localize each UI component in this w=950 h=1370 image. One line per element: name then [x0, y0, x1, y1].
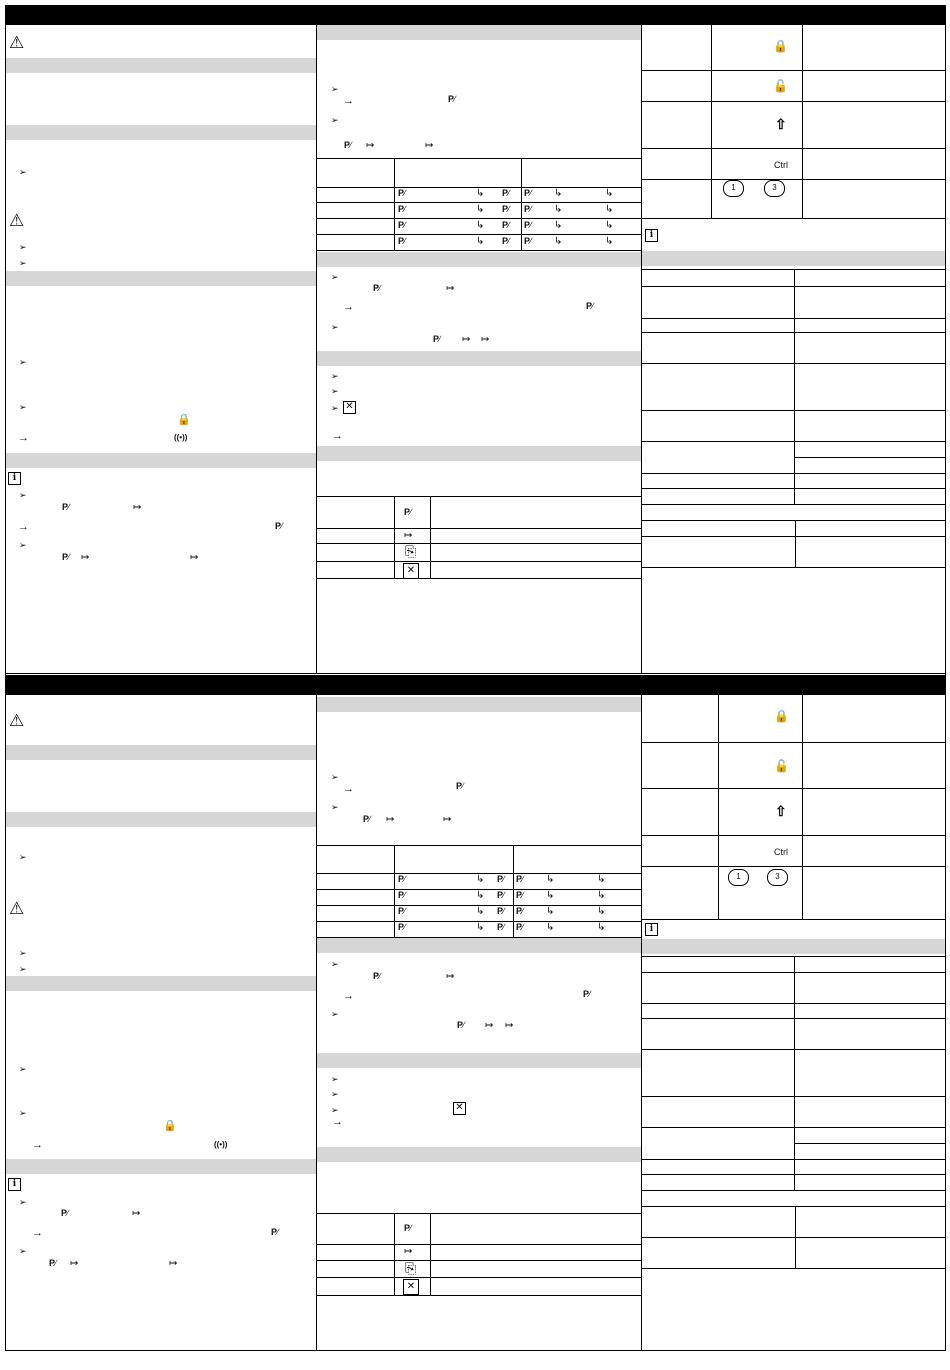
col-divider-2: [641, 25, 642, 673]
p-key-icon: P∕: [62, 552, 70, 562]
section-header: [317, 938, 641, 953]
p-key-icon: P∕: [524, 220, 532, 230]
enter-icon: ↦: [366, 140, 375, 151]
table-col-rule: [802, 25, 803, 218]
bullet-icon: ➢: [331, 1105, 339, 1115]
table-rule: [642, 504, 945, 505]
table-col-rule: [521, 158, 522, 250]
section-header: [317, 252, 641, 267]
delete-icon: ✕: [403, 1279, 419, 1295]
table-rule: [642, 835, 945, 836]
arrow-icon: →: [343, 783, 354, 795]
return-icon: ↳: [546, 906, 555, 917]
return-icon: ↳: [476, 890, 485, 901]
page-border-right: [945, 5, 946, 1350]
p-key-icon: P∕: [457, 1020, 465, 1030]
table-rule: [795, 457, 945, 458]
table-col-rule: [795, 1206, 796, 1268]
return-icon: ↳: [605, 188, 614, 199]
section-header: [317, 351, 641, 366]
p-key-icon: P∕: [373, 283, 381, 293]
table-rule: [317, 234, 641, 235]
enter-icon: ↦: [133, 502, 142, 513]
arrow-icon: →: [343, 95, 354, 107]
enter-icon: ↦: [446, 283, 455, 294]
table-rule: [317, 496, 641, 497]
table-col-rule: [430, 1213, 431, 1295]
p-key-icon: P∕: [516, 874, 524, 884]
table-rule: [642, 1268, 945, 1269]
return-icon: ↳: [476, 236, 485, 247]
enter-icon: ↦: [132, 1208, 141, 1219]
bullet-icon: ➢: [331, 115, 339, 125]
bottom-header-bar: [5, 675, 945, 695]
p-key-icon: P∕: [398, 906, 406, 916]
warning-icon: ⚠: [9, 711, 25, 730]
enter-icon: ↦: [404, 530, 413, 541]
lock-icon: 🔒: [163, 1120, 177, 1132]
arrow-icon: →: [32, 1227, 43, 1239]
p-key-icon: P∕: [398, 874, 406, 884]
bullet-icon: ➢: [331, 371, 339, 381]
table-rule: [317, 543, 641, 544]
return-icon: ↳: [476, 874, 485, 885]
table-rule: [642, 70, 945, 71]
enter-icon: ↦: [462, 334, 471, 345]
table-rule: [317, 845, 641, 846]
arrow-icon: →: [343, 301, 354, 313]
unlock-icon: 🔓: [773, 79, 788, 93]
bullet-icon: ➢: [19, 357, 27, 367]
col-divider-1: [316, 695, 317, 1350]
table-rule: [317, 1260, 641, 1261]
p-key-icon: P∕: [502, 188, 510, 198]
bullet-icon: ➢: [331, 386, 339, 396]
table-rule: [317, 561, 641, 562]
table-col-rule: [794, 269, 795, 504]
table-col-rule: [794, 956, 795, 1190]
p-key-icon: P∕: [516, 906, 524, 916]
bullet-icon: ➢: [331, 1089, 339, 1099]
bullet-icon: ➢: [19, 1197, 27, 1207]
section-header: [642, 251, 945, 266]
table-rule: [642, 919, 945, 920]
table-rule: [642, 742, 945, 743]
enter-icon: ↦: [190, 552, 199, 563]
enter-icon: ↦: [70, 1258, 79, 1269]
p-key-icon: P∕: [524, 236, 532, 246]
top-header-bar: [5, 5, 945, 25]
section-header: [6, 976, 316, 991]
p-key-icon: P∕: [524, 188, 532, 198]
p-key-icon: P∕: [497, 922, 505, 932]
bullet-icon: ➢: [19, 167, 27, 177]
table-col-rule: [718, 695, 719, 919]
table-rule: [317, 202, 641, 203]
bullet-icon: ➢: [331, 322, 339, 332]
enter-icon: ↦: [425, 140, 434, 151]
page-border-bottom: [5, 1350, 946, 1351]
delete-icon: ✕: [343, 401, 356, 414]
section-header: [6, 271, 316, 286]
return-icon: ↳: [554, 204, 563, 215]
info-icon: i: [8, 472, 21, 485]
section-header: [317, 1147, 641, 1162]
p-key-icon: P∕: [502, 204, 510, 214]
bullet-icon: ➢: [19, 540, 27, 550]
table-rule: [317, 578, 641, 579]
return-icon: ↳: [476, 204, 485, 215]
enter-icon: ↦: [169, 1258, 178, 1269]
ctrl-key: Ctrl: [774, 847, 788, 857]
bullet-icon: ➢: [19, 1108, 27, 1118]
table-rule: [642, 788, 945, 789]
p-key-icon: P∕: [516, 890, 524, 900]
table-rule: [317, 1213, 641, 1214]
p-key-icon: P∕: [502, 236, 510, 246]
return-icon: ↳: [605, 220, 614, 231]
table-rule: [642, 536, 945, 537]
clipboard-icon: ⎘: [405, 1260, 417, 1276]
table-rule: [642, 148, 945, 149]
lock-icon: 🔒: [177, 414, 191, 426]
table-rule: [642, 1206, 945, 1207]
table-col-rule: [802, 695, 803, 919]
p-key-icon: P∕: [516, 922, 524, 932]
return-icon: ↳: [476, 220, 485, 231]
ctrl-key: Ctrl: [774, 160, 788, 170]
p-key-icon: P∕: [398, 236, 406, 246]
arrow-icon: →: [343, 990, 354, 1002]
p-key-icon: P∕: [398, 188, 406, 198]
delete-icon: ✕: [403, 563, 419, 579]
enter-icon: ↦: [386, 814, 395, 825]
bullet-icon: ➢: [19, 852, 27, 862]
return-icon: ↳: [597, 922, 606, 933]
return-icon: ↳: [554, 236, 563, 247]
table-rule: [317, 1277, 641, 1278]
p-key-icon: P∕: [363, 814, 371, 824]
p-key-icon: P∕: [497, 906, 505, 916]
return-icon: ↳: [605, 204, 614, 215]
return-icon: ↳: [605, 236, 614, 247]
table-rule: [642, 520, 945, 521]
table-rule: [642, 1190, 945, 1191]
table-rule: [642, 179, 945, 180]
enter-icon: ↦: [446, 971, 455, 982]
table-rule: [642, 218, 945, 219]
p-key-icon: P∕: [586, 301, 594, 311]
channel-1-icon: 1: [723, 180, 744, 197]
col-divider-1: [316, 25, 317, 673]
enter-icon: ↦: [404, 1246, 413, 1257]
table-rule: [317, 218, 641, 219]
info-icon: i: [645, 923, 658, 936]
section-header: [6, 812, 316, 827]
bullet-icon: ➢: [19, 258, 27, 268]
shift-icon: ⇧: [775, 116, 787, 132]
p-key-icon: P∕: [62, 502, 70, 512]
return-icon: ↳: [597, 874, 606, 885]
p-key-icon: P∕: [404, 507, 412, 517]
section-header: [6, 453, 316, 468]
table-rule: [317, 250, 641, 251]
signal-icon: ((•)): [174, 433, 188, 442]
arrow-icon: →: [332, 430, 343, 442]
bullet-icon: ➢: [19, 948, 27, 958]
p-key-icon: P∕: [373, 971, 381, 981]
lock-icon: 🔒: [774, 709, 789, 723]
p-key-icon: P∕: [524, 204, 532, 214]
bullet-icon: ➢: [331, 1074, 339, 1084]
section-header: [317, 697, 641, 712]
table-col-rule: [513, 845, 514, 937]
bullet-icon: ➢: [19, 1064, 27, 1074]
p-key-icon: P∕: [502, 220, 510, 230]
enter-icon: ↦: [505, 1020, 514, 1031]
bullet-icon: ➢: [331, 403, 339, 413]
return-icon: ↳: [476, 906, 485, 917]
section-header: [6, 125, 316, 140]
table-col-rule: [394, 496, 395, 578]
return-icon: ↳: [476, 922, 485, 933]
bullet-icon: ➢: [19, 964, 27, 974]
enter-icon: ↦: [443, 814, 452, 825]
p-key-icon: P∕: [404, 1223, 412, 1233]
warning-icon: ⚠: [9, 211, 25, 230]
table-rule: [317, 1295, 641, 1296]
p-key-icon: P∕: [271, 1227, 279, 1237]
col-divider-2: [641, 695, 642, 1350]
section-header: [6, 58, 316, 73]
table-col-rule: [430, 496, 431, 578]
table-rule: [642, 866, 945, 867]
return-icon: ↳: [597, 906, 606, 917]
table-col-rule: [711, 25, 712, 218]
bullet-icon: ➢: [19, 1246, 27, 1256]
warning-icon: ⚠: [9, 33, 25, 52]
channel-3-icon: 3: [767, 869, 788, 886]
return-icon: ↳: [476, 188, 485, 199]
p-key-icon: P∕: [398, 220, 406, 230]
arrow-icon: →: [332, 1116, 343, 1128]
table-col-rule: [394, 845, 395, 937]
info-icon: i: [645, 229, 658, 242]
lock-icon: 🔒: [773, 39, 788, 53]
shift-icon: ⇧: [775, 803, 787, 819]
p-key-icon: P∕: [448, 94, 456, 104]
channel-3-icon: 3: [764, 180, 785, 197]
table-col-rule: [795, 520, 796, 567]
section-header: [317, 446, 641, 461]
bullet-icon: ➢: [331, 959, 339, 969]
info-icon: i: [8, 1178, 21, 1191]
arrow-icon: →: [18, 432, 29, 444]
table-rule: [642, 567, 945, 568]
table-rule: [795, 1143, 945, 1144]
delete-icon: ✕: [453, 1102, 466, 1115]
bullet-icon: ➢: [331, 772, 339, 782]
table-col-rule: [394, 158, 395, 250]
clipboard-icon: ⎘: [405, 543, 417, 559]
table-col-rule: [394, 1213, 395, 1295]
enter-icon: ↦: [485, 1020, 494, 1031]
p-key-icon: P∕: [433, 334, 441, 344]
bullet-icon: ➢: [331, 1009, 339, 1019]
p-key-icon: P∕: [398, 204, 406, 214]
p-key-icon: P∕: [398, 922, 406, 932]
bullet-icon: ➢: [331, 84, 339, 94]
table-rule: [317, 1244, 641, 1245]
section-header: [317, 25, 641, 40]
return-icon: ↳: [597, 890, 606, 901]
p-key-icon: P∕: [344, 140, 352, 150]
arrow-icon: →: [32, 1139, 43, 1151]
channel-1-icon: 1: [728, 869, 749, 886]
half-divider: [5, 673, 946, 674]
table-rule: [317, 158, 641, 159]
return-icon: ↳: [546, 874, 555, 885]
signal-icon: ((•)): [214, 1140, 228, 1149]
section-header: [6, 1159, 316, 1174]
table-rule: [642, 101, 945, 102]
section-header: [642, 939, 945, 954]
p-key-icon: P∕: [398, 890, 406, 900]
enter-icon: ↦: [481, 334, 490, 345]
bullet-icon: ➢: [331, 272, 339, 282]
unlock-icon: 🔓: [774, 759, 789, 773]
section-header: [6, 745, 316, 760]
p-key-icon: P∕: [49, 1258, 57, 1268]
p-key-icon: P∕: [583, 989, 591, 999]
bullet-icon: ➢: [331, 802, 339, 812]
return-icon: ↳: [554, 220, 563, 231]
arrow-icon: →: [18, 521, 29, 533]
table-rule: [642, 1237, 945, 1238]
bullet-icon: ➢: [19, 242, 27, 252]
section-header: [317, 1053, 641, 1068]
p-key-icon: P∕: [456, 781, 464, 791]
bullet-icon: ➢: [19, 490, 27, 500]
return-icon: ↳: [554, 188, 563, 199]
bullet-icon: ➢: [19, 402, 27, 412]
table-rule: [317, 528, 641, 529]
enter-icon: ↦: [81, 552, 90, 563]
p-key-icon: P∕: [497, 890, 505, 900]
p-key-icon: P∕: [61, 1208, 69, 1218]
return-icon: ↳: [546, 922, 555, 933]
p-key-icon: P∕: [275, 521, 283, 531]
return-icon: ↳: [546, 890, 555, 901]
p-key-icon: P∕: [497, 874, 505, 884]
warning-icon: ⚠: [9, 899, 25, 918]
